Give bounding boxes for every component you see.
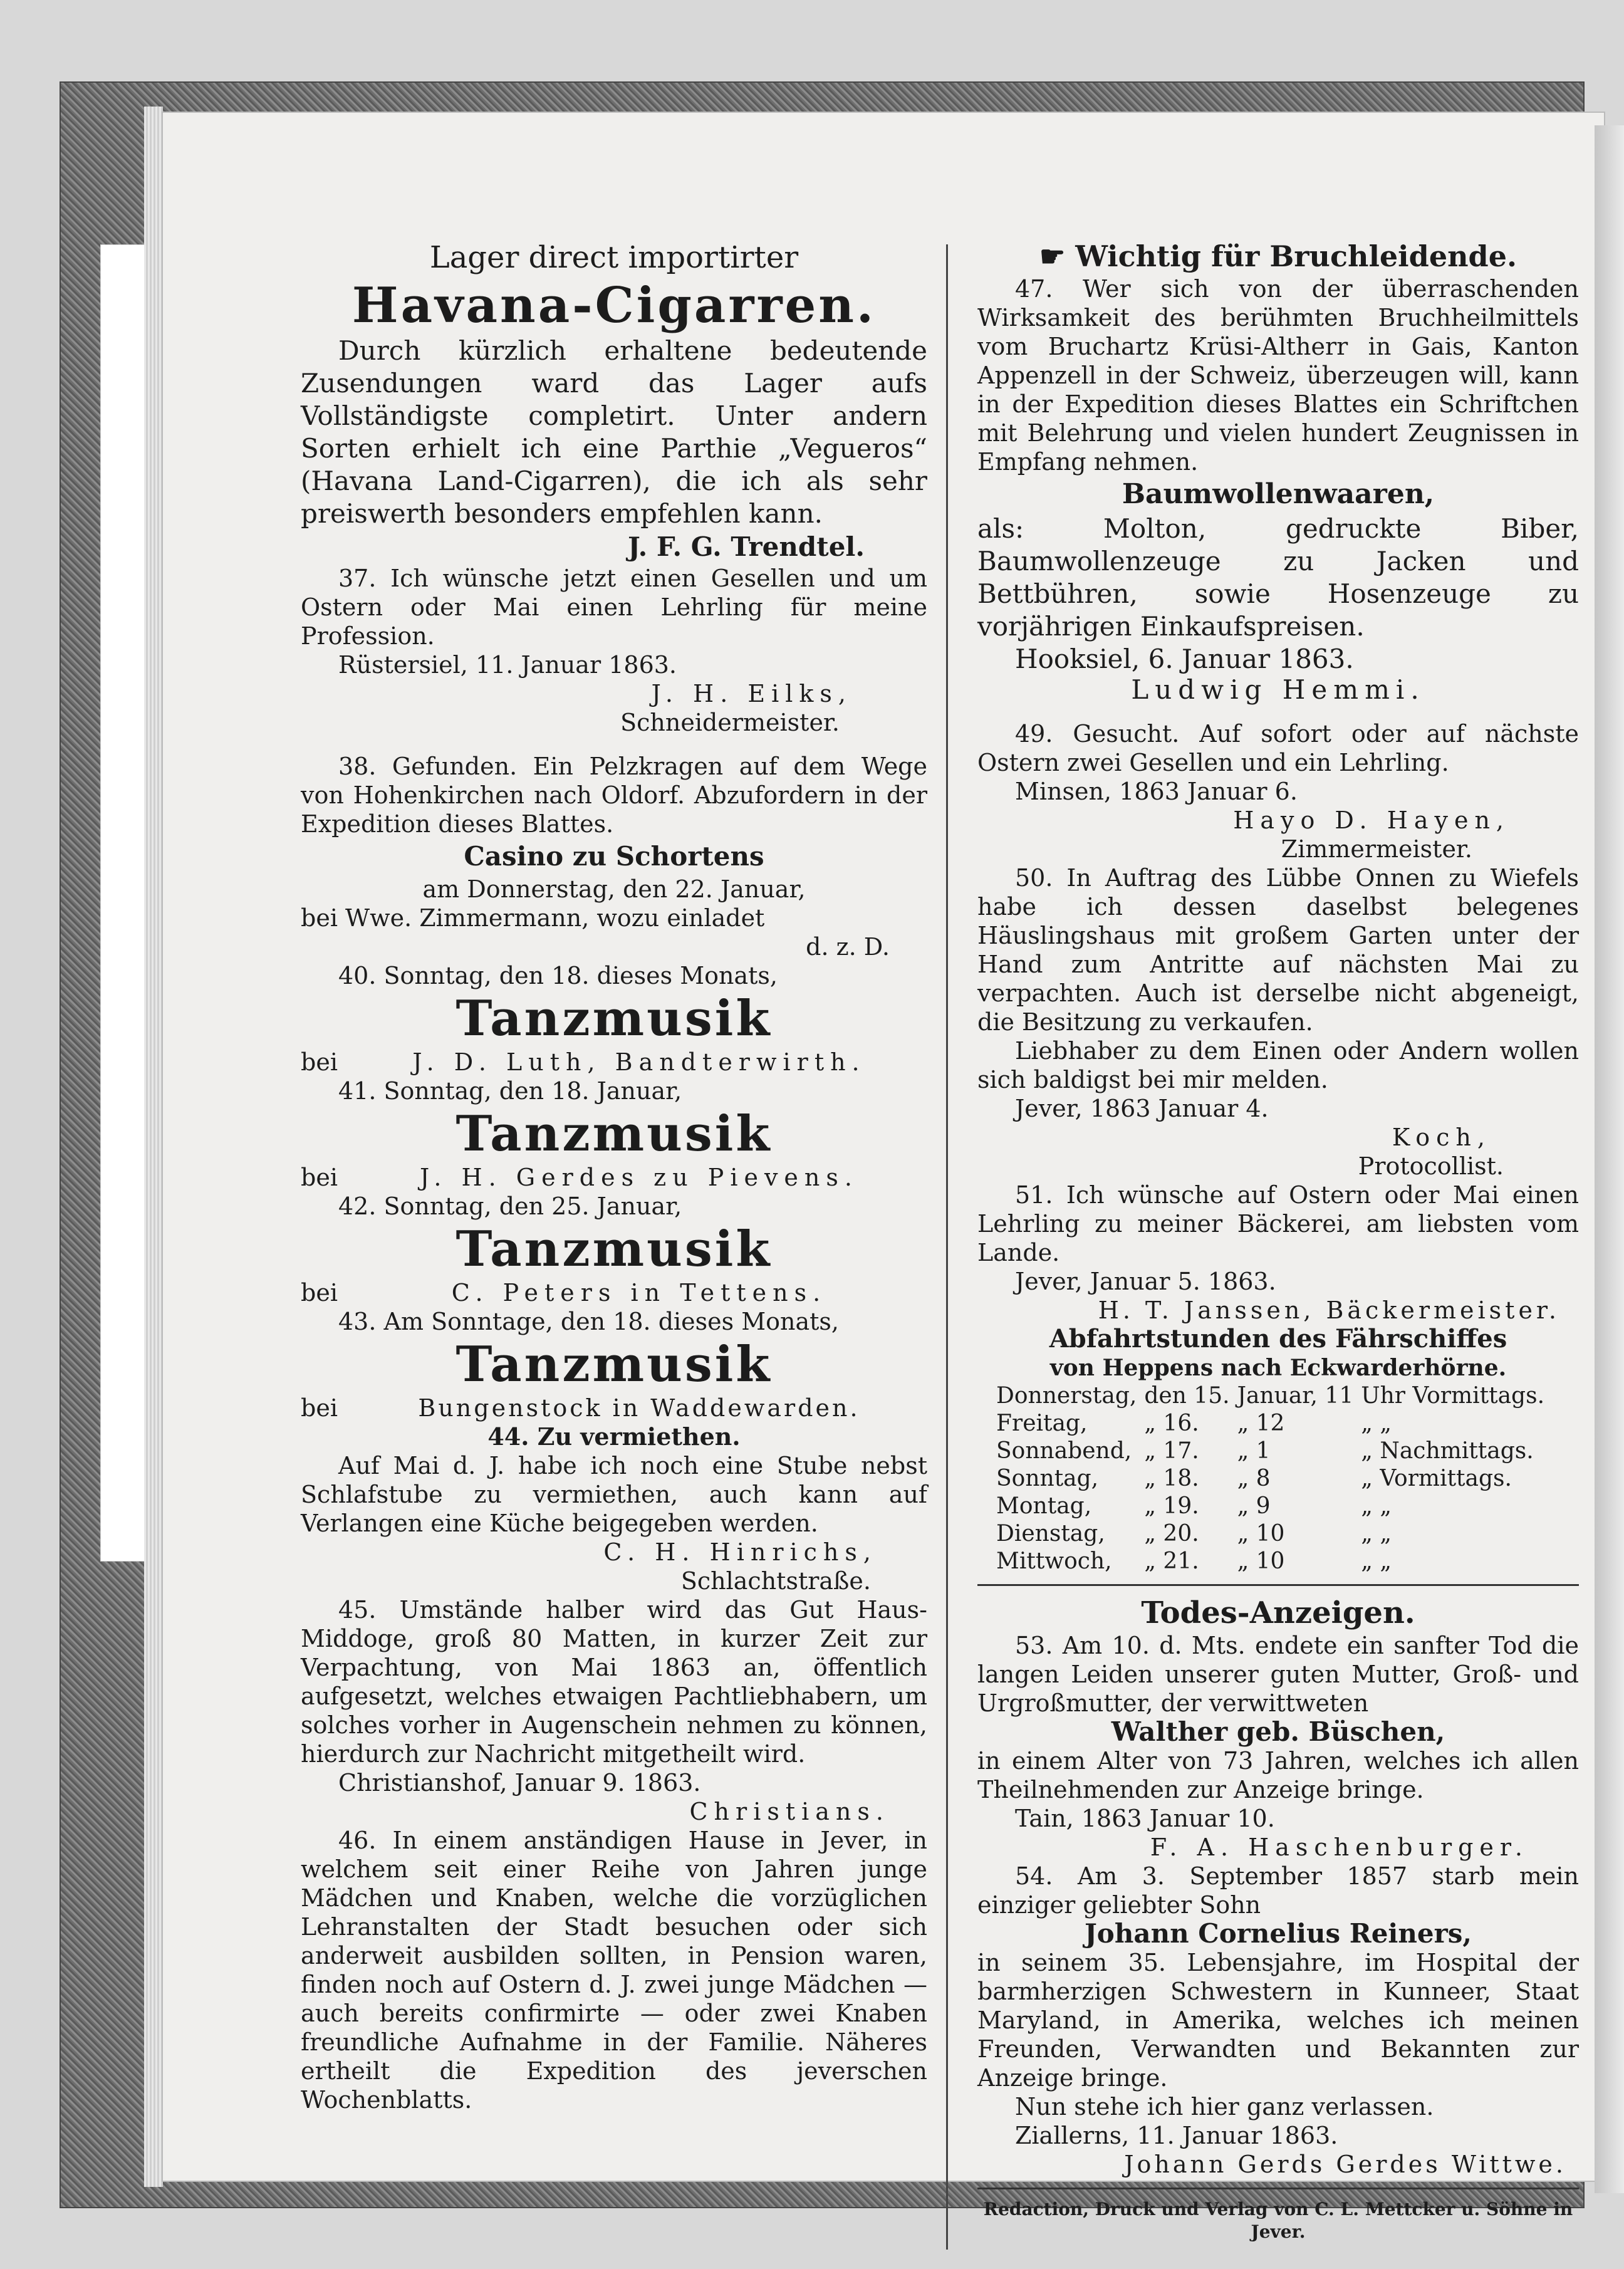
ad44-heading: 44. Zu vermiethen. (487, 1422, 741, 1451)
ad45-text: 45. Umstände halber wird das Gut Haus-Middoge, groß 80 Matten, in kurzer Zeit zur Verpachtung, von Mai 1863 an, öffentlich aufgesetzt, welches etwaigen Pachtliebhabern, um solches vorher in Augenschein nehmen zu können, hierdurch zur Nachricht mitgetheilt wird. (301, 1596, 927, 1768)
ferry-cell: „ Nachmittags. (1361, 1438, 1534, 1464)
ferry-cell: „ „ (1361, 1548, 1392, 1574)
ad48-place: Hooksiel, 6. Januar 1863. (1015, 644, 1354, 674)
ad51-signature: H. T. Janssen, Bäckermeister. (1098, 1296, 1560, 1324)
ad49-profession: Zimmermeister. (1281, 835, 1472, 863)
ferry-cell: „ 1 (1237, 1438, 1271, 1464)
ad50-signature: Koch, (1392, 1124, 1491, 1151)
ad47-text: 47. Wer sich von der überraschenden Wirksamkeit des berühmten Bruchheilmittels vom Bruchartz Krüsi-Altherr in Gais, Kanton Appenzell in der Schweiz, überzeugen will, kann in der Expedition dieses Blattes ein Schriftchen mit Belehrung und vielen hundert Zeugnissen in Empfang nehmen. (977, 275, 1579, 476)
ad50-text: 50. In Auftrag des Lübbe Onnen zu Wiefels habe ich dessen daselbst belegenes Häuslingshaus mit großem Garten unter der Hand zum Antritte auf nächsten Mai zu verpachten. Auch ist derselbe nicht abgeneigt, die Besitzung zu verkaufen. (977, 864, 1579, 1036)
ad54-place: Ziallerns, 11. Januar 1863. (1015, 2122, 1338, 2149)
ad43-title: Tanzmusik (455, 1336, 773, 1393)
ferry-cell: „ 9 (1237, 1493, 1271, 1519)
ad45-place: Christianshof, Januar 9. 1863. (338, 1769, 701, 1797)
ferry-cell: „ „ (1361, 1521, 1392, 1547)
right-column (977, 238, 1579, 2243)
ad41-host-line (301, 1163, 927, 1192)
cigars-signature: J. F. G. Trendtel. (628, 531, 865, 562)
ad54-text3: Nun stehe ich hier ganz verlassen. (1015, 2093, 1434, 2120)
ad46-text: 46. In einem anständigen Hause in Jever, in welchem seit einer Reihe von Jahren junge Mädchen und Knaben, welche die vorzüglichen Lehranstalten der Stadt besuchen oder sich anderweit ausbilden sollten, in Pension waren, finden noch auf Ostern d. J. zwei junge Mädchen — auch bereits confirmirte — oder zwei Knaben freundliche Aufnahme in der Familie. Näheres ertheilt die Expedition des jeverschen Wochenblatts. (301, 1827, 927, 2114)
ad42-title: Tanzmusik (455, 1221, 773, 1278)
ad42-bei: bei (301, 1279, 338, 1307)
ad50-text2: Liebhaber zu dem Einen oder Andern wollen sich baldigst bei mir melden. (977, 1037, 1579, 1093)
casino-venue: bei Wwe. Zimmermann, wozu einladet (301, 904, 765, 932)
ferry-cell: „ 21. (1144, 1548, 1199, 1574)
ferry-row (996, 1382, 1552, 1410)
cigars-title: Havana-Cigarren. (351, 277, 877, 334)
ferry-row (996, 1437, 1552, 1465)
ad53-text: 53. Am 10. d. Mts. endete ein sanfter Tod die langen Leiden unserer guten Mutter, Groß- und Urgroßmutter, der verwittweten (977, 1632, 1579, 1717)
ferry-cell: „ 17. (1144, 1438, 1199, 1464)
ferry-cell: „ „ (1361, 1411, 1392, 1436)
ferry-cell: Uhr Vormittags. (1361, 1383, 1545, 1409)
ad48-text: als: Molton, gedruckte Biber, Baumwollenzeuge zu Jacken und Bettbühren, sowie Hosenzeuge zu vorjährigen Einkaufspreisen. (977, 513, 1579, 642)
section-divider (977, 1584, 1579, 1586)
casino-title: Casino zu Schortens (464, 841, 764, 872)
ad38-text: 38. Gefunden. Ein Pelzkragen auf dem Wege von Hohenkirchen nach Oldorf. Abzufordern in der Expedition dieses Blattes. (301, 753, 927, 838)
ferry-cell: Mittwoch, (996, 1548, 1112, 1574)
casino-date: am Donnerstag, den 22. Januar, (422, 875, 806, 903)
ferry-cell: „ „ (1361, 1493, 1392, 1519)
left-column (301, 238, 927, 2114)
ferry-cell: „ 16. (1144, 1411, 1199, 1436)
ferry-cell: Januar, 11 (1237, 1383, 1354, 1409)
ad41-title: Tanzmusik (455, 1105, 773, 1162)
ad49-text: 49. Gesucht. Auf sofort oder auf nächste Ostern zwei Gesellen und ein Lehrling. (977, 720, 1579, 776)
ferry-cell: „ 12 (1237, 1411, 1285, 1436)
ad54-text2: in seinem 35. Lebensjahre, im Hospital der barmherzigen Schwestern in Kunneer, Staat Maryland, in Amerika, welches ich meinen Freunden, Verwandten und Bekannten zur Anzeige bringe. (977, 1949, 1579, 2092)
ad40-title: Tanzmusik (455, 990, 773, 1047)
ferry-cell: „ Vormittags. (1361, 1466, 1512, 1491)
ad42-host: C. Peters in Tettens. (451, 1279, 827, 1307)
ferry-row (996, 1520, 1552, 1548)
ferry-cell: „ 20. (1144, 1521, 1199, 1547)
ferry-cell: den 15. (1144, 1383, 1230, 1409)
ferry-row (996, 1465, 1552, 1493)
ad54-signature: Johann Gerds Gerdes Wittwe. (1124, 2151, 1566, 2178)
ad41-text: 41. Sonntag, den 18. Januar, (338, 1077, 682, 1105)
ferry-cell: „ 10 (1237, 1548, 1285, 1574)
ad44-text: Auf Mai d. J. habe ich noch eine Stube nebst Schlafstube zu vermiethen, auch kann auf Verlangen eine Küche beigegeben werden. (301, 1452, 927, 1537)
ferry-cell: Sonnabend, (996, 1438, 1132, 1464)
ferry-subtitle: von Heppens nach Eckwarderhörne. (1049, 1355, 1507, 1381)
ferry-cell: Sonntag, (996, 1466, 1099, 1491)
ferry-title: Abfahrtstunden des Fährschiffes (1049, 1324, 1507, 1354)
ferry-cell: „ 10 (1237, 1521, 1285, 1547)
ad40-host-line (301, 1048, 927, 1077)
ad49-signature: Hayo D. Hayen, (1233, 806, 1510, 834)
ad51-text: 51. Ich wünsche auf Ostern oder Mai einen Lehrling zu meiner Bäckerei, am liebsten vom Lande. (977, 1181, 1579, 1266)
deaths-title: Todes-Anzeigen. (1141, 1595, 1415, 1630)
ferry-cell: „ 18. (1144, 1466, 1199, 1491)
ad54-name: Johann Cornelius Reiners, (1084, 1918, 1472, 1949)
page-stack-edge (144, 107, 163, 2187)
ferry-row (996, 1493, 1552, 1520)
ad43-host-line (301, 1394, 927, 1422)
ad53-name: Walther geb. Büschen, (1111, 1716, 1445, 1747)
casino-signature: d. z. D. (806, 933, 890, 961)
ferry-cell: „ 8 (1237, 1466, 1271, 1491)
ferry-schedule-table (996, 1382, 1552, 1575)
ad42-text: 42. Sonntag, den 25. Januar, (338, 1192, 682, 1220)
ferry-cell: Donnerstag, (996, 1383, 1137, 1409)
ferry-row (996, 1410, 1552, 1437)
ad41-bei: bei (301, 1164, 338, 1191)
ferry-cell: Freitag, (996, 1411, 1088, 1436)
footer-divider (977, 2188, 1579, 2189)
ad41-host: J. H. Gerdes zu Pievens. (420, 1164, 858, 1191)
ferry-cell: „ 19. (1144, 1493, 1199, 1519)
column-divider (946, 244, 948, 2250)
ad49-place: Minsen, 1863 Januar 6. (1015, 778, 1298, 805)
ad40-text: 40. Sonntag, den 18. dieses Monats, (338, 962, 778, 989)
ad37-place: Rüstersiel, 11. Januar 1863. (338, 651, 677, 679)
ad53-place: Tain, 1863 Januar 10. (1015, 1805, 1275, 1832)
pointing-hand-icon: ☛ (1039, 239, 1066, 273)
ad42-host-line (301, 1278, 927, 1307)
ad37-text: 37. Ich wünsche jetzt einen Gesellen und um Ostern oder Mai einen Lehrling für meine Profession. (301, 565, 927, 650)
ad44-signature: C. H. Hinrichs, (603, 1538, 877, 1566)
ad47-heading (977, 238, 1579, 274)
cigars-intro: Lager direct importirter (429, 240, 799, 275)
ferry-row (996, 1548, 1552, 1575)
ferry-cell: Dienstag, (996, 1521, 1105, 1547)
ad37-profession: Schneidermeister. (620, 709, 840, 736)
ad40-bei: bei (301, 1048, 338, 1076)
ad43-host: Bungenstock in Waddewarden. (418, 1394, 860, 1422)
ad53-text2: in einem Alter von 73 Jahren, welches ich allen Theilnehmenden zur Anzeige bringe. (977, 1747, 1579, 1803)
ad43-text: 43. Am Sonntage, den 18. dieses Monats, (338, 1308, 840, 1335)
ad44-street: Schlachtstraße. (680, 1567, 871, 1595)
ad48-signature: Ludwig Hemmi. (1131, 674, 1425, 705)
ad54-text: 54. Am 3. September 1857 starb mein einziger geliebter Sohn (977, 1862, 1579, 1919)
ad45-signature: Christians. (689, 1798, 890, 1825)
ad50-title: Protocollist. (1358, 1152, 1504, 1180)
ad47-title: Wichtig für Bruchleidende. (1075, 239, 1517, 273)
ferry-cell: Montag, (996, 1493, 1092, 1519)
ad43-bei: bei (301, 1394, 338, 1422)
ad53-signature: F. A. Haschenburger. (1150, 1833, 1529, 1861)
cigars-text: Durch kürzlich erhaltene bedeutende Zusendungen ward das Lager aufs Vollständigste completirt. Unter andern Sorten erhielt ich eine Parthie „Vegueros“ (Havana Land-Cigarren), die ich als sehr preiswerth besonders empfehlen kann. (301, 335, 927, 529)
ad40-host: J. D. Luth, Bandterwirth. (412, 1048, 866, 1076)
ad50-place: Jever, 1863 Januar 4. (1015, 1095, 1269, 1122)
ad48-title: Baumwollenwaaren, (1122, 478, 1435, 510)
facing-page-edge (1595, 125, 1624, 2193)
ad37-signature: J. H. Eilks, (651, 680, 852, 707)
ad51-place: Jever, Januar 5. 1863. (1015, 1268, 1276, 1295)
imprint-footer: Redaction, Druck und Verlag von C. L. Mettcker u. Söhne in Jever. (983, 2199, 1573, 2242)
